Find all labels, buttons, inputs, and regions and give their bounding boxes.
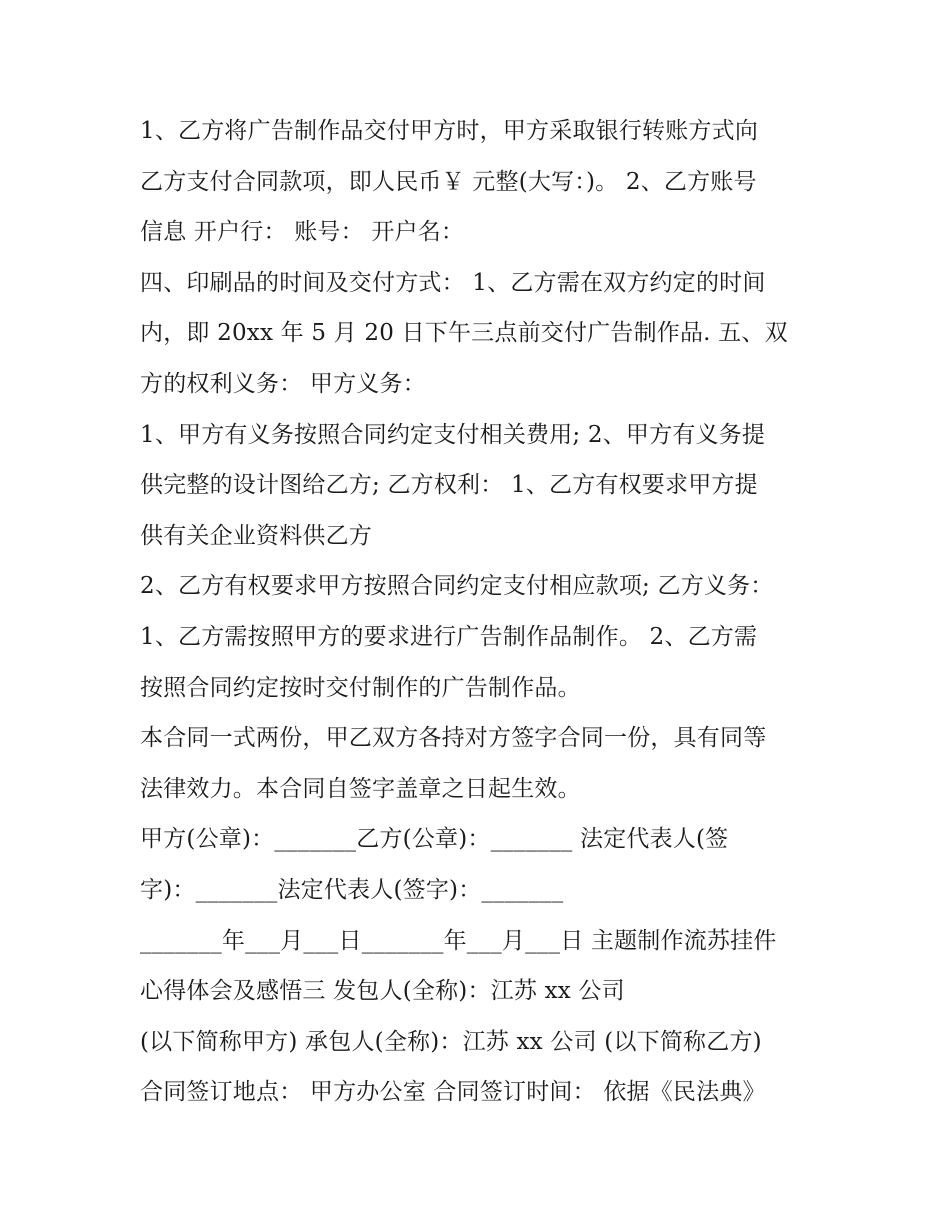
- text-line: 乙方支付合同款项，即人民币￥ 元整(大写：)。 2、乙方账号: [140, 168, 757, 195]
- signature-line: 字)：_______法定代表人(签字)：_______: [140, 876, 564, 903]
- text-line: 内，即 20xx 年 5 月 20 日下午三点前交付广告制作品. 五、双: [140, 320, 788, 347]
- text-line: (以下简称甲方) 承包人(全称)：江苏 xx 公司 (以下简称乙方): [140, 1028, 762, 1055]
- text-line: 合同签订地点： 甲方办公室 合同签订时间： 依据《民法典》: [140, 1079, 766, 1106]
- text-line: 本合同一式两份，甲乙双方各持对方签字合同一份，具有同等: [140, 725, 767, 752]
- document-body: [140, 106, 830, 1118]
- text-line: 供有关企业资料供乙方: [140, 522, 372, 549]
- date-line: _______年___月___日_______年___月___日 主题制作流苏挂件: [140, 927, 777, 954]
- text-line: 方的权利义务： 甲方义务：: [140, 370, 426, 397]
- text-line: 2、乙方有权要求甲方按照合同约定支付相应款项; 乙方义务：: [140, 573, 774, 600]
- text-line: 1、甲方有义务按照合同约定支付相关费用; 2、甲方有义务提: [140, 421, 766, 448]
- text-line: 供完整的设计图给乙方; 乙方权利： 1、乙方有权要求甲方提: [140, 472, 758, 499]
- text-line: 法律效力。本合同自签字盖章之日起生效。: [140, 775, 581, 802]
- text-line: 信息 开户行： 账号： 开户名：: [140, 219, 465, 246]
- signature-line: 甲方(公章)：_______乙方(公章)：_______ 法定代表人(签: [140, 826, 729, 853]
- text-line: 心得体会及感悟三 发包人(全称)：江苏 xx 公司: [140, 978, 625, 1005]
- text-line: 四、印刷品的时间及交付方式： 1、乙方需在双方约定的时间: [140, 269, 766, 296]
- text-line: 1、乙方需按照甲方的要求进行广告制作品制作。 2、乙方需: [140, 623, 758, 650]
- text-line: 按照合同约定按时交付制作的广告制作品。: [140, 674, 581, 701]
- text-line: 1、乙方将广告制作品交付甲方时，甲方采取银行转账方式向: [140, 118, 759, 144]
